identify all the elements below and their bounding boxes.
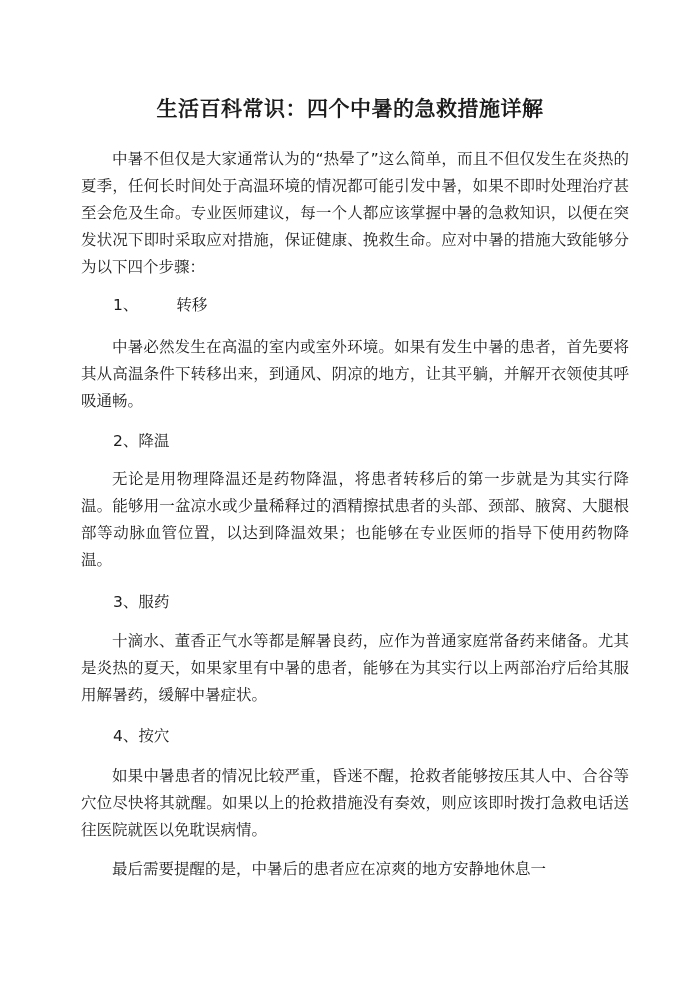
document-title: 生活百科常识：四个中暑的急救措施详解 [156,97,544,121]
section-number-3: 3、 [113,593,139,611]
section-body-2: 无论是用物理降温还是药物降温，将患者转移后的第一步就是为其实行降温。能够用一盆凉水或少量稀释过的酒精擦拭患者的头部、颈部、腋窝、大腿根部等动脉血管位置，以达到降温效果；也能够在专业医师的指导下使用药物降温。 [81,470,629,569]
section-body-3: 十滴水、董香正气水等都是解暑良药，应作为普通家庭常备药来储备。尤其是炎热的夏天，如果家里有中暑的患者，能够在为其实行以上两部治疗后给其服用解暑药，缓解中暑症状。 [81,632,629,704]
section-title-2: 降温 [138,432,170,450]
section-heading-3 [113,589,169,616]
section-body-4: 如果中暑患者的情况比较严重，昏迷不醒，抢救者能够按压其人中、合谷等穴位尽快将其就醒。如果以上的抢救措施没有奏效，则应该即时拨打急救电话送往医院就医以免耽误病情。 [81,767,629,839]
closing-paragraph: 最后需要提醒的是，中暑后的患者应在凉爽的地方安静地休息一 [112,860,547,878]
section-body-1: 中暑必然发生在高温的室内或室外环境。如果有发生中暑的患者，首先要将其从高温条件下转移出来，到通风、阴凉的地方，让其平躺，并解开衣领使其呼吸通畅。 [81,338,629,410]
section-number-4: 4、 [113,727,139,745]
section-title-1: 转移 [176,296,208,314]
section-title-4: 按穴 [138,727,170,745]
section-heading-2 [113,428,169,455]
section-heading-1 [113,292,207,319]
section-heading-4 [113,723,169,750]
section-title-3: 服药 [138,593,170,611]
section-number-1: 1、 [113,296,139,314]
section-number-2: 2、 [113,432,139,450]
intro-paragraph: 中暑不但仅是大家通常认为的“热晕了”这么简单，而且不但仅发生在炎热的夏季，任何长时间处于高温环境的情况都可能引发中暑，如果不即时处理治疗甚至会危及生命。专业医师建议，每一个人都应该掌握中暑的急救知识，以便在突发状况下即时采取应对措施，保证健康、挽救生命。应对中暑的措施大致能够分为以下四个步骤： [81,150,629,276]
